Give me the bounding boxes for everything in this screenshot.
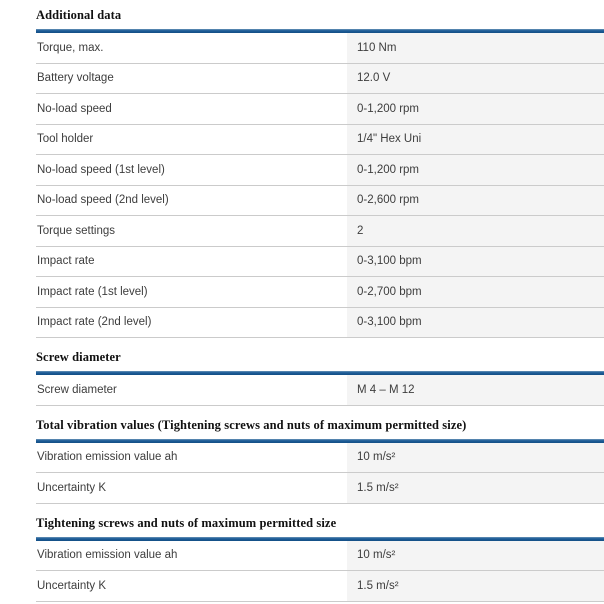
row-label: Torque settings — [36, 216, 347, 246]
row-label: Tool holder — [36, 125, 347, 155]
row-value: 1.5 m/s² — [347, 473, 604, 503]
row-label: Vibration emission value ah — [36, 443, 347, 473]
table-row — [36, 308, 604, 339]
table-row — [36, 473, 604, 504]
row-label: Vibration emission value ah — [36, 541, 347, 571]
section-title: Total vibration values (Tightening screws and nuts of maximum permitted size) — [36, 417, 467, 432]
row-label: Screw diameter — [36, 375, 347, 405]
row-value: 0-1,200 rpm — [347, 155, 604, 185]
table-row — [36, 125, 604, 156]
row-value: 0-3,100 bpm — [347, 247, 604, 277]
row-label: Impact rate (1st level) — [36, 277, 347, 307]
table-row — [36, 247, 604, 278]
section-title: Screw diameter — [36, 350, 121, 364]
row-value: 1.5 m/s² — [347, 571, 604, 601]
row-label: Battery voltage — [36, 64, 347, 94]
row-value: 0-3,100 bpm — [347, 308, 604, 338]
row-value: 12.0 V — [347, 64, 604, 94]
table-row — [36, 443, 604, 474]
spec-section — [36, 350, 604, 406]
row-label: Impact rate — [36, 247, 347, 277]
row-value: 2 — [347, 216, 604, 246]
row-label: No-load speed (2nd level) — [36, 186, 347, 216]
row-value: 0-1,200 rpm — [347, 94, 604, 124]
row-value: M 4 – M 12 — [347, 375, 604, 405]
table-row — [36, 64, 604, 95]
table-row — [36, 33, 604, 64]
row-label: No-load speed — [36, 94, 347, 124]
row-value: 10 m/s² — [347, 443, 604, 473]
row-value: 10 m/s² — [347, 541, 604, 571]
row-label: Uncertainty K — [36, 473, 347, 503]
row-value: 0-2,600 rpm — [347, 186, 604, 216]
row-label: Torque, max. — [36, 33, 347, 63]
section-title: Tightening screws and nuts of maximum permitted size — [36, 515, 337, 530]
row-value: 1/4" Hex Uni — [347, 125, 604, 155]
table-row — [36, 277, 604, 308]
spec-section — [36, 8, 604, 338]
row-value: 110 Nm — [347, 33, 604, 63]
spec-section — [36, 418, 604, 504]
spec-section — [36, 516, 604, 602]
row-label: Uncertainty K — [36, 571, 347, 601]
table-row — [36, 155, 604, 186]
row-value: 0-2,700 bpm — [347, 277, 604, 307]
table-row — [36, 216, 604, 247]
table-row — [36, 541, 604, 572]
table-row — [36, 375, 604, 406]
row-label: Impact rate (2nd level) — [36, 308, 347, 338]
table-row — [36, 186, 604, 217]
row-label: No-load speed (1st level) — [36, 155, 347, 185]
table-row — [36, 94, 604, 125]
section-title: Additional data — [36, 8, 122, 22]
spec-sections-container — [36, 8, 604, 602]
table-row — [36, 571, 604, 602]
